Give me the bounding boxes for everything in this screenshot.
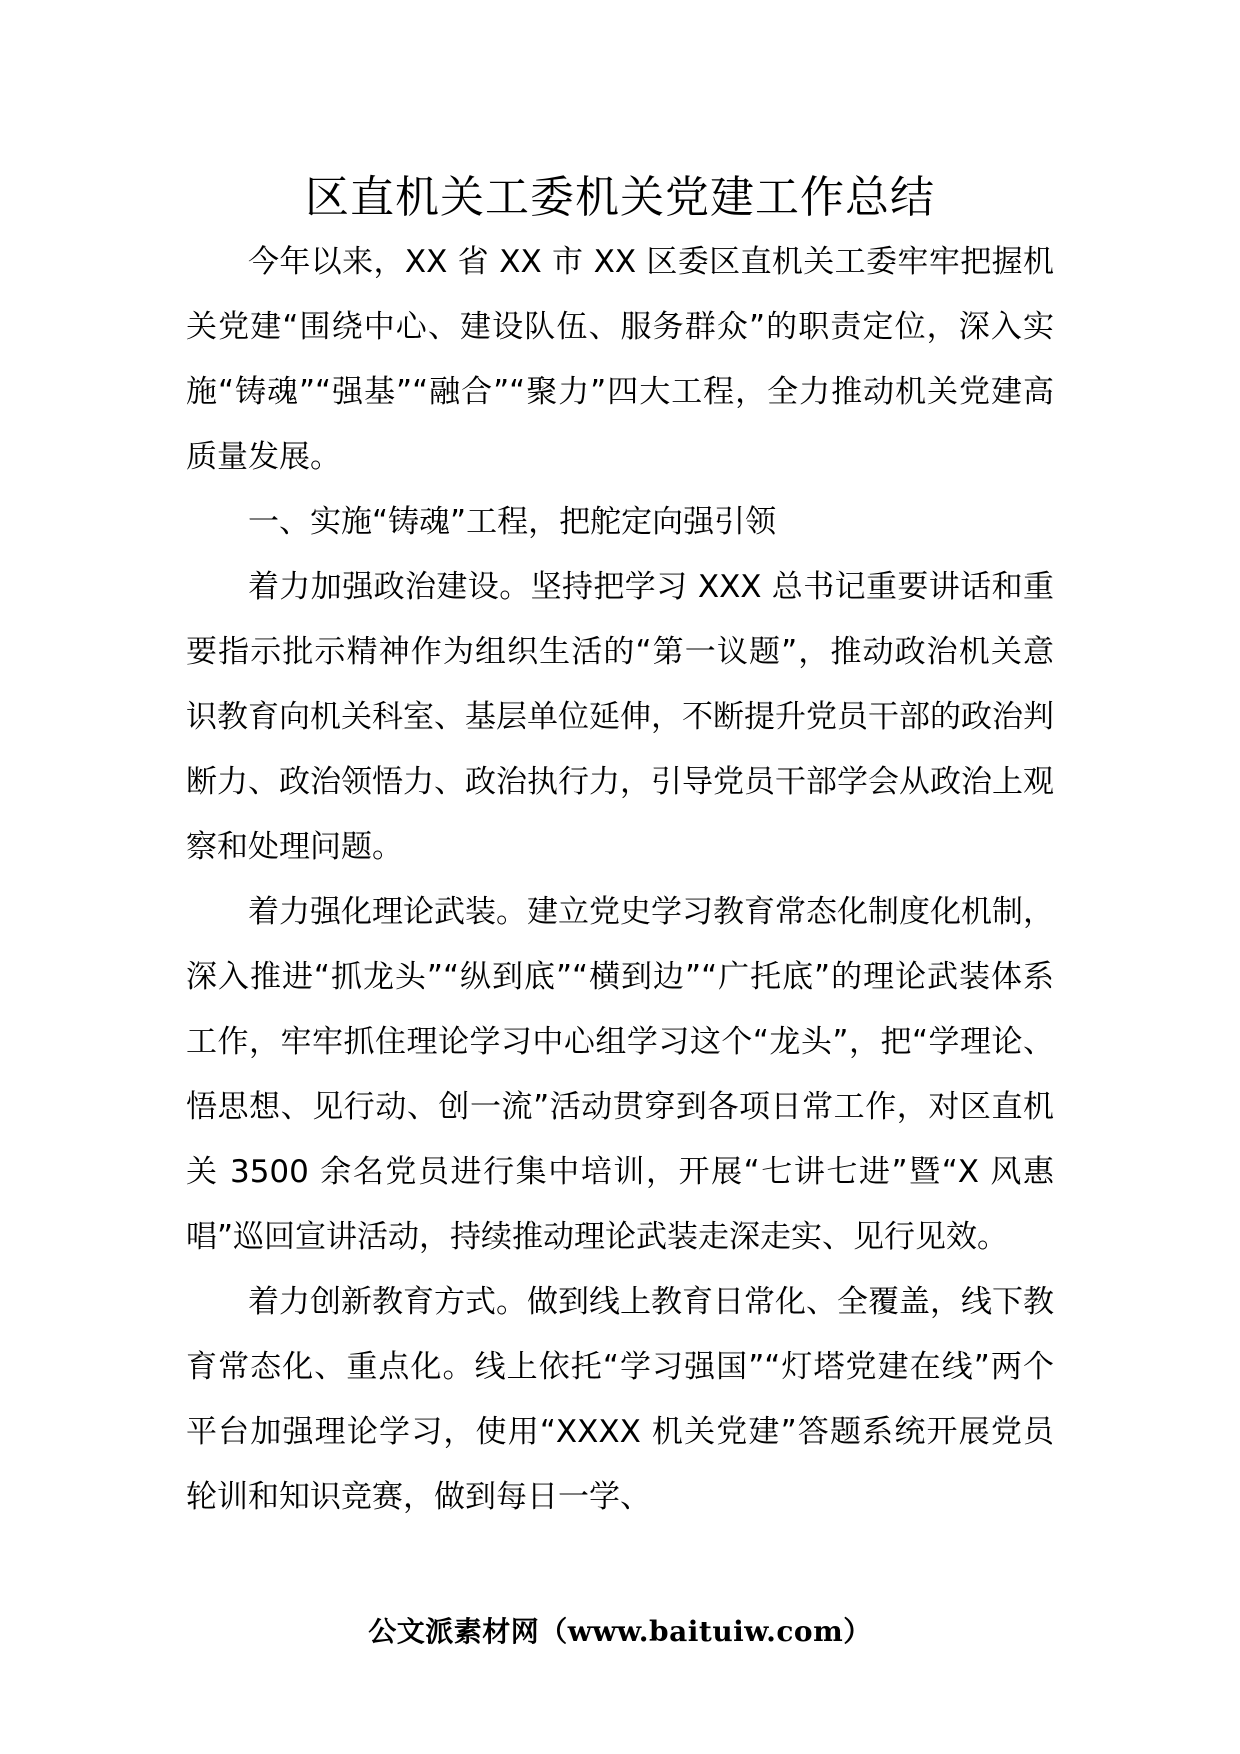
document-body	[186, 230, 1054, 1530]
paragraph-intro: 今年以来，XX 省 XX 市 XX 区委区直机关工委牢牢把握机关党建“围绕中心、建设队伍、服务群众”的职责定位，深入实施“铸魂”“强基”“融合”“聚力”四大工程，全力推动机关党建高质量发展。	[186, 244, 1054, 475]
paragraph-education-methods: 着力创新教育方式。做到线上教育日常化、全覆盖，线下教育常态化、重点化。线上依托“学习强国”“灯塔党建在线”两个平台加强理论学习，使用“XXXX 机关党建”答题系统开展党员轮训和知识竞赛，做到每日一学、	[186, 1284, 1054, 1515]
page-title: 区直机关工委机关党建工作总结	[305, 172, 935, 223]
paragraph-theory-arming: 着力强化理论武装。建立党史学习教育常态化制度化机制，深入推进“抓龙头”“纵到底”“横到边”“广托底”的理论武装体系工作，牢牢抓住理论学习中心组学习这个“龙头”，把“学理论、悟思想、见行动、创一流”活动贯穿到各项日常工作，对区直机关 3500 余名党员进行集中培训，开展“七讲七进”暨“X 风惠唱”巡回宣讲活动，持续推动理论武装走深走实、见行见效。	[186, 894, 1054, 1255]
footer-watermark: 公文派素材网（www.baituiw.com）	[368, 1615, 872, 1648]
section-heading: 一、实施“铸魂”工程，把舵定向强引领	[248, 504, 777, 540]
paragraph-political-building: 着力加强政治建设。坚持把学习 XXX 总书记重要讲话和重要指示批示精神作为组织生活的“第一议题”，推动政治机关意识教育向机关科室、基层单位延伸，不断提升党员干部的政治判断力、政治领悟力、政治执行力，引导党员干部学会从政治上观察和处理问题。	[186, 569, 1054, 865]
